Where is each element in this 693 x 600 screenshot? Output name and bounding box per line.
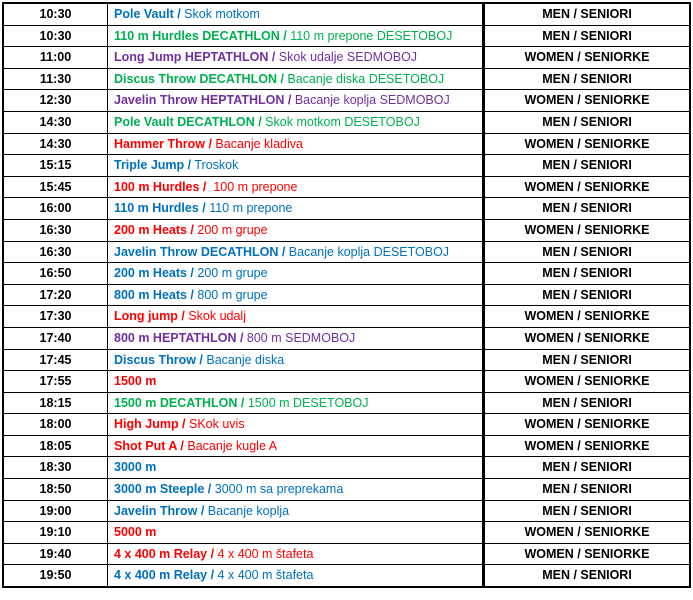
event-name-english: 800 m HEPTATHLON / bbox=[114, 330, 244, 345]
event-time: 18:05 bbox=[3, 435, 108, 457]
table-row bbox=[3, 263, 690, 285]
event-time: 19:40 bbox=[3, 543, 108, 565]
table-row bbox=[3, 327, 690, 349]
event-name bbox=[108, 392, 484, 414]
event-name-serbian: Bacanje diska DESETOBOJ bbox=[283, 71, 445, 86]
event-time: 15:15 bbox=[3, 155, 108, 177]
table-row bbox=[3, 306, 690, 328]
event-name-serbian: Bacanje koplja DESETOBOJ bbox=[285, 244, 450, 259]
event-name-english: 3000 m Steeple / bbox=[114, 482, 212, 497]
table-row bbox=[3, 111, 690, 133]
event-name-serbian: Troskok bbox=[191, 158, 239, 173]
table-row bbox=[3, 349, 690, 371]
event-name-serbian: Skok motkom DESETOBOJ bbox=[261, 114, 420, 129]
event-name bbox=[108, 219, 484, 241]
event-time: 18:30 bbox=[3, 457, 108, 479]
event-category: WOMEN / SENIORKE bbox=[484, 90, 691, 112]
event-category: WOMEN / SENIORKE bbox=[484, 133, 691, 155]
event-name-serbian: Bacanje kugle A bbox=[183, 438, 278, 453]
event-category: WOMEN / SENIORKE bbox=[484, 176, 691, 198]
table-row bbox=[3, 219, 690, 241]
event-name bbox=[108, 25, 484, 47]
table-row bbox=[3, 479, 690, 501]
event-category: WOMEN / SENIORKE bbox=[484, 435, 691, 457]
event-name-serbian: 4 x 400 m štafeta bbox=[214, 546, 314, 561]
event-name-serbian: 4 x 400 m štafeta bbox=[214, 568, 314, 583]
event-time: 17:55 bbox=[3, 371, 108, 393]
event-category: MEN / SENIORI bbox=[484, 284, 691, 306]
event-name bbox=[108, 327, 484, 349]
table-row bbox=[3, 500, 690, 522]
event-name-english: 200 m Heats / bbox=[114, 222, 194, 237]
event-name bbox=[108, 111, 484, 133]
event-name-english: Shot Put A / bbox=[114, 438, 184, 453]
table-row bbox=[3, 392, 690, 414]
event-name bbox=[108, 479, 484, 501]
event-name bbox=[108, 263, 484, 285]
event-name-english: 800 m Heats / bbox=[114, 287, 194, 302]
event-category: MEN / SENIORI bbox=[484, 457, 691, 479]
event-name-english: 3000 m bbox=[114, 460, 157, 475]
event-name-english: 110 m Hurdles DECATHLON / bbox=[114, 28, 287, 43]
event-category: WOMEN / SENIORKE bbox=[484, 327, 691, 349]
event-name-serbian: 110 m prepone DESETOBOJ bbox=[286, 28, 453, 43]
event-name-serbian: 100 m prepone bbox=[206, 179, 298, 194]
event-time: 14:30 bbox=[3, 133, 108, 155]
event-category: MEN / SENIORI bbox=[484, 479, 691, 501]
event-category: WOMEN / SENIORKE bbox=[484, 219, 691, 241]
event-category: MEN / SENIORI bbox=[484, 349, 691, 371]
event-name bbox=[108, 47, 484, 69]
event-category: MEN / SENIORI bbox=[484, 25, 691, 47]
event-name-english: 1500 m DECATHLON / bbox=[114, 395, 245, 410]
table-row bbox=[3, 543, 690, 565]
event-name-serbian: Bacanje kladiva bbox=[211, 136, 303, 151]
event-name-english: 200 m Heats / bbox=[114, 266, 194, 281]
event-time: 16:30 bbox=[3, 219, 108, 241]
event-name bbox=[108, 68, 484, 90]
event-category: MEN / SENIORI bbox=[484, 111, 691, 133]
event-name-english: Javelin Throw HEPTATHLON / bbox=[114, 93, 292, 108]
event-name-english: 4 x 400 m Relay / bbox=[114, 568, 215, 583]
event-name-serbian: Skok udalje SEDMOBOJ bbox=[275, 50, 418, 65]
table-row bbox=[3, 25, 690, 47]
event-name bbox=[108, 522, 484, 544]
event-time: 16:50 bbox=[3, 263, 108, 285]
event-name bbox=[108, 90, 484, 112]
event-category: MEN / SENIORI bbox=[484, 198, 691, 220]
event-name-english: Pole Vault / bbox=[114, 7, 181, 21]
event-category: WOMEN / SENIORKE bbox=[484, 47, 691, 69]
event-name-english: Triple Jump / bbox=[114, 158, 192, 173]
event-time: 18:15 bbox=[3, 392, 108, 414]
event-time: 19:10 bbox=[3, 522, 108, 544]
event-name bbox=[108, 349, 484, 371]
schedule-rows bbox=[3, 3, 690, 587]
event-name-serbian: 110 m prepone bbox=[205, 201, 293, 216]
table-row bbox=[3, 90, 690, 112]
event-name-english: Discus Throw DECATHLON / bbox=[114, 71, 284, 86]
event-time: 16:00 bbox=[3, 198, 108, 220]
event-name-english: 110 m Hurdles / bbox=[114, 201, 206, 216]
table-row bbox=[3, 414, 690, 436]
event-name-serbian: 800 m SEDMOBOJ bbox=[243, 330, 356, 345]
event-name bbox=[108, 306, 484, 328]
event-name-english: 1500 m bbox=[114, 374, 157, 389]
event-time: 18:50 bbox=[3, 479, 108, 501]
event-name bbox=[108, 3, 484, 25]
event-category: MEN / SENIORI bbox=[484, 241, 691, 263]
event-time: 11:00 bbox=[3, 47, 108, 69]
event-name-english: Pole Vault DECATHLON / bbox=[114, 114, 262, 129]
event-name bbox=[108, 414, 484, 436]
event-name-serbian: Skok motkom bbox=[180, 7, 260, 21]
event-name bbox=[108, 543, 484, 565]
event-name-english: 5000 m bbox=[114, 525, 157, 540]
event-name-english: Discus Throw / bbox=[114, 352, 203, 367]
table-row bbox=[3, 565, 690, 587]
table-row bbox=[3, 198, 690, 220]
table-row bbox=[3, 133, 690, 155]
event-category: MEN / SENIORI bbox=[484, 565, 691, 587]
event-category: WOMEN / SENIORKE bbox=[484, 414, 691, 436]
event-name-english: High Jump / bbox=[114, 417, 186, 432]
table-row bbox=[3, 457, 690, 479]
event-category: MEN / SENIORI bbox=[484, 3, 691, 25]
event-category: WOMEN / SENIORKE bbox=[484, 522, 691, 544]
event-name-serbian: 1500 m DESETOBOJ bbox=[244, 395, 369, 410]
table-row bbox=[3, 3, 690, 25]
event-time: 17:40 bbox=[3, 327, 108, 349]
table-row bbox=[3, 435, 690, 457]
event-name-serbian: 200 m grupe bbox=[193, 222, 268, 237]
event-name-english: Long Jump HEPTATHLON / bbox=[114, 50, 276, 65]
event-name-serbian: Bacanje diska bbox=[202, 352, 285, 367]
event-time: 19:50 bbox=[3, 565, 108, 587]
table-row bbox=[3, 47, 690, 69]
table-row bbox=[3, 241, 690, 263]
event-time: 14:30 bbox=[3, 111, 108, 133]
event-time: 17:30 bbox=[3, 306, 108, 328]
event-category: MEN / SENIORI bbox=[484, 68, 691, 90]
event-name bbox=[108, 457, 484, 479]
event-time: 10:30 bbox=[3, 25, 108, 47]
event-name-english: Long jump / bbox=[114, 309, 185, 324]
event-name bbox=[108, 241, 484, 263]
event-time: 12:30 bbox=[3, 90, 108, 112]
event-name-serbian: 800 m grupe bbox=[193, 287, 268, 302]
event-name-english: Javelin Throw DECATHLON / bbox=[114, 244, 286, 259]
event-name-english: Hammer Throw / bbox=[114, 136, 212, 151]
event-name-english: Javelin Throw / bbox=[114, 503, 205, 518]
event-category: MEN / SENIORI bbox=[484, 155, 691, 177]
event-category: MEN / SENIORI bbox=[484, 500, 691, 522]
event-name-serbian: 200 m grupe bbox=[193, 266, 268, 281]
event-category: MEN / SENIORI bbox=[484, 263, 691, 285]
event-name bbox=[108, 176, 484, 198]
event-time: 18:00 bbox=[3, 414, 108, 436]
table-row bbox=[3, 522, 690, 544]
event-name-english: 100 m Hurdles / bbox=[114, 179, 207, 194]
event-name bbox=[108, 500, 484, 522]
event-name bbox=[108, 565, 484, 587]
event-name-serbian: Bacanje koplja SEDMOBOJ bbox=[291, 93, 450, 108]
table-row bbox=[3, 284, 690, 306]
event-name-serbian: 3000 m sa preprekama bbox=[211, 482, 344, 497]
event-name-english: 4 x 400 m Relay / bbox=[114, 546, 215, 561]
event-category: WOMEN / SENIORKE bbox=[484, 543, 691, 565]
table-row bbox=[3, 371, 690, 393]
event-category: WOMEN / SENIORKE bbox=[484, 371, 691, 393]
event-name bbox=[108, 198, 484, 220]
schedule-table bbox=[2, 2, 691, 588]
event-category: WOMEN / SENIORKE bbox=[484, 306, 691, 328]
event-time: 17:20 bbox=[3, 284, 108, 306]
table-row bbox=[3, 155, 690, 177]
event-time: 19:00 bbox=[3, 500, 108, 522]
event-time: 16:30 bbox=[3, 241, 108, 263]
event-category: MEN / SENIORI bbox=[484, 392, 691, 414]
event-name bbox=[108, 371, 484, 393]
event-time: 11:30 bbox=[3, 68, 108, 90]
table-row bbox=[3, 68, 690, 90]
event-name bbox=[108, 133, 484, 155]
event-name bbox=[108, 435, 484, 457]
event-name-serbian: SKok uvis bbox=[185, 417, 245, 432]
table-row bbox=[3, 176, 690, 198]
event-name-serbian: Skok udalj bbox=[184, 309, 246, 324]
event-time: 10:30 bbox=[3, 3, 108, 25]
event-name bbox=[108, 284, 484, 306]
event-time: 15:45 bbox=[3, 176, 108, 198]
event-name bbox=[108, 155, 484, 177]
event-time: 17:45 bbox=[3, 349, 108, 371]
event-name-serbian: Bacanje koplja bbox=[204, 503, 290, 518]
